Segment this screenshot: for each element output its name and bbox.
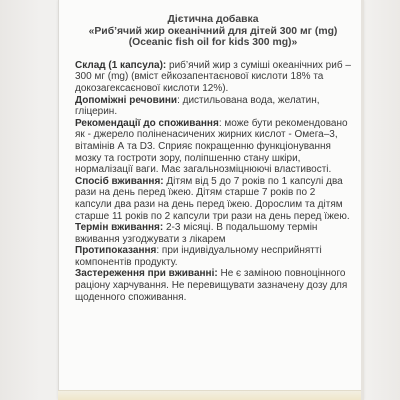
label-text-block — [75, 14, 351, 303]
title-line-3: (Oceanic fish oil for kids 300 mg)» — [128, 37, 298, 49]
section-excipients — [75, 95, 351, 118]
section-text: риб’ячий жир з суміші океанічних риб – 300 мг (mg) (вміст ейкозапентаєнової кислоти 18% та докозагексаєнової кислоти 12%). — [75, 59, 351, 94]
title-line-1: Дієтична добавка — [167, 14, 259, 25]
section-text: : при індивідуальному несприйнятті компонентів продукту. — [75, 245, 322, 268]
section-label: Склад (1 капсула): — [75, 59, 167, 71]
section-text: : дистильована вода, желатин, гліцерин. — [75, 94, 320, 118]
section-label: Рекомендації до споживання — [75, 117, 219, 129]
section-label: Спосіб вживання: — [75, 175, 164, 187]
section-composition — [75, 60, 351, 95]
section-duration — [75, 222, 351, 245]
section-text: Не є заміною повноцінного раціону харчування. Не перевищувати зазначену дозу для щоденного споживання. — [75, 268, 348, 303]
package-bottom-edge — [58, 390, 362, 400]
section-warnings — [75, 268, 351, 303]
section-recommendations — [75, 118, 351, 176]
section-label: Протипоказання — [75, 245, 157, 257]
section-text: Дітям від 5 до 7 років по 1 капсулі два рази на день перед їжею. Дітям старше 7 років по 2 капсули два рази на день перед їжею. Дорослим та дітям старше 11 років по 2 капсули три рази на день перед їжею. — [75, 175, 350, 222]
package-side-strip — [361, 0, 364, 400]
section-contraindications — [75, 245, 351, 268]
title-line-2: «Риб’ячий жир океанічний для дітей 300 мг (mg) — [88, 25, 338, 37]
section-label: Допоміжні речовини — [75, 94, 178, 106]
section-label: Застереження при вживанні: — [75, 268, 218, 280]
product-title — [75, 14, 351, 49]
section-text: 2-3 місяці. В подальшому термін вживання узгоджувати з лікарем — [75, 222, 318, 245]
section-label: Термін вживання: — [75, 222, 164, 234]
section-text: : може бути рекомендовано як - джерело поліненасичених жирних кислот - Омега–3, вітамінів А та D3. Сприяє покращенню функціонування мозку та гостроти зору, поліпшенню стану шкіри, нормалізації ваги. Має загальнозміцнюючі властивості. — [75, 117, 348, 176]
section-usage — [75, 176, 351, 222]
